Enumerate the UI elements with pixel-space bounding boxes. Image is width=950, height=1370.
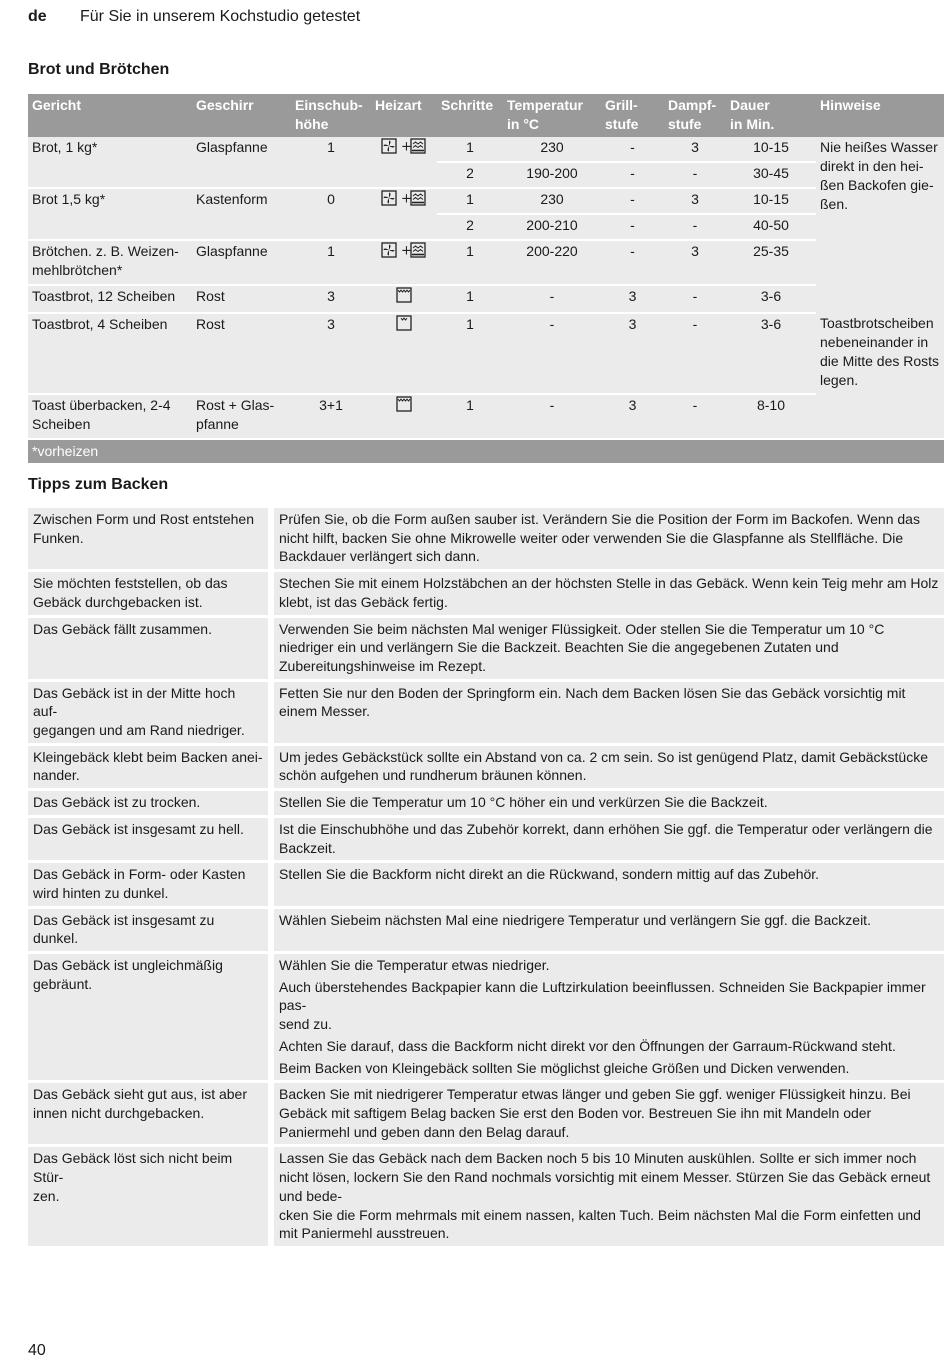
table-row <box>28 285 944 313</box>
tip-solution-text: Lassen Sie das Gebäck nach dem Backen noch 5 bis 10 Minuten auskühlen. Sollte er sich immer noch nicht lösen, lockern Sie den Rand nochmals vorsichtig mit einem Messer. Stürzen Sie das Gebäck erneut und bede- cken Sie die Form mehrmals mit einem nassen, kalten Tuch. Beim nächsten Mal die Form einfetten und mit Paniermehl ausstreuen. <box>279 1150 931 1242</box>
tip-problem: Das Gebäck ist ungleichmäßig gebräunt. <box>28 953 271 1082</box>
header-heizart: Heizart <box>371 94 437 137</box>
svg-text:+: + <box>401 139 412 154</box>
tip-row <box>28 616 944 680</box>
cell-heizart <box>371 137 437 188</box>
cell-geschirr: Rost + Glas- pfanne <box>192 394 291 439</box>
cell-dauer: 3-6 <box>726 313 816 394</box>
table-row <box>28 240 944 285</box>
tip-solution-text: Prüfen Sie, ob die Form außen sauber ist. Verändern Sie die Position der Form im Backofen. Wenn das nicht hilft, backen Sie ohne Mikrowelle weiter oder verwenden Sie die Glaspfanne als Stellfläche. Die Backdauer verlängert sich dann. <box>279 511 920 565</box>
tip-solution-text: Stechen Sie mit einem Holzstäbchen an der höchsten Stelle in das Gebäck. Wenn kein Teig mehr am Holz klebt, ist das Gebäck fertig. <box>279 575 939 610</box>
full-grill-icon <box>396 396 412 417</box>
cell-gericht: Toastbrot, 12 Scheiben <box>28 285 192 313</box>
tip-solution <box>271 1082 944 1146</box>
cell-schritt: 1 <box>437 313 503 394</box>
tip-row <box>28 1082 944 1146</box>
tip-solution-text: Stellen Sie die Backform nicht direkt an die Rückwand, sondern mittig auf das Zubehör. <box>279 866 820 883</box>
cell-dampfstufe: - <box>664 214 726 240</box>
tip-solution <box>271 680 944 744</box>
svg-text:+: + <box>401 243 412 258</box>
cell-schritt: 1 <box>437 188 503 214</box>
tip-solution-text: Backen Sie mit niedrigerer Temperatur etwas länger und geben Sie ggf. weniger Flüssigkeit hinzu. Bei Gebäck mit saftigem Belag backen Sie erst den Boden vor. Bestreuen Sie ihn mit Mandeln oder Paniermehl und geben dann den Belag darauf. <box>279 1086 911 1140</box>
tip-row <box>28 790 944 817</box>
table-row <box>28 188 944 214</box>
cell-schritt: 1 <box>437 137 503 162</box>
cell-dampfstufe: 3 <box>664 240 726 285</box>
header-grillstufe: Grill- stufe <box>601 94 664 137</box>
cell-hinweis: Toastbrotscheiben nebeneinander in die Mitte des Rosts legen. <box>816 313 944 394</box>
cell-gericht: Toast überbacken, 2-4 Scheiben <box>28 394 192 439</box>
cell-schritt: 2 <box>437 214 503 240</box>
chapter-title: Für Sie in unserem Kochstudio getestet <box>80 8 361 25</box>
tip-solution <box>271 907 944 952</box>
cell-dauer: 40-50 <box>726 214 816 240</box>
tip-row <box>28 508 944 571</box>
cell-grillstufe: 3 <box>601 285 664 313</box>
cell-schritt: 1 <box>437 394 503 439</box>
tip-solution-text: Verwenden Sie beim nächsten Mal weniger Flüssigkeit. Oder stellen Sie die Temperatur um 10 °C niedriger ein und verlängern Sie die Backzeit. Beachten Sie die angegebenen Zutaten und Zubereitungshinweise im Rezept. <box>279 620 885 674</box>
cell-dauer: 10-15 <box>726 137 816 162</box>
cell-geschirr: Rost <box>192 313 291 394</box>
table-row <box>28 313 944 394</box>
tip-solution-text: Beim Backen von Kleingebäck sollten Sie möglichst gleiche Größen und Dicken verwenden. <box>279 1059 850 1076</box>
cell-heizart <box>371 188 437 240</box>
baking-table <box>28 94 944 463</box>
section-title-bread: Brot und Brötchen <box>28 61 170 78</box>
language-code: de <box>28 8 47 25</box>
tip-solution-text: Ist die Einschubhöhe und das Zubehör korrekt, dann erhöhen Sie ggf. die Temperatur oder verlängern die Backzeit. <box>279 820 933 856</box>
tip-solution-text: Auch überstehendes Backpapier kann die Luftzirkulation beeinflussen. Schneiden Sie Backpapier immer pas- send zu. <box>279 978 926 1033</box>
cell-dauer: 8-10 <box>726 394 816 439</box>
tip-solution <box>271 862 944 907</box>
cell-dampfstufe: - <box>664 394 726 439</box>
tip-problem: Sie möchten feststellen, ob das Gebäck durchgebacken ist. <box>28 571 271 616</box>
section-title-tips: Tipps zum Backen <box>28 476 169 493</box>
cell-geschirr: Kastenform <box>192 188 291 240</box>
tip-problem: Das Gebäck löst sich nicht beim Stür- zen. <box>28 1146 271 1248</box>
tip-solution-text: Um jedes Gebäckstück sollte ein Abstand von ca. 2 cm sein. So ist genügend Platz, damit Gebäckstücke schön aufgehen und rundherum bräunen können. <box>279 748 929 784</box>
tip-problem: Kleingebäck klebt beim Backen anei- nander. <box>28 744 271 789</box>
tip-problem: Das Gebäck sieht gut aus, ist aber innen nicht durchgebacken. <box>28 1082 271 1146</box>
cell-temperatur: 200-220 <box>503 240 601 285</box>
cell-einschub: 3 <box>291 313 371 394</box>
table-header-row <box>28 94 944 137</box>
tips-table <box>28 508 944 1249</box>
tip-row <box>28 1146 944 1248</box>
cell-geschirr: Glaspfanne <box>192 240 291 285</box>
table-row <box>28 137 944 162</box>
header-dampfstufe: Dampf- stufe <box>664 94 726 137</box>
cell-schritt: 1 <box>437 240 503 285</box>
tip-solution-text: Achten Sie darauf, dass die Backform nicht direkt vor den Öffnungen der Garraum-Rückwand steht. <box>279 1037 896 1054</box>
svg-text:+: + <box>401 191 412 206</box>
cell-dauer: 10-15 <box>726 188 816 214</box>
cell-dauer: 3-6 <box>726 285 816 313</box>
cell-einschub: 1 <box>291 240 371 285</box>
cell-dampfstufe: 3 <box>664 137 726 162</box>
full-grill-icon <box>396 287 412 308</box>
tip-row <box>28 680 944 744</box>
cell-einschub: 3 <box>291 285 371 313</box>
cell-geschirr: Glaspfanne <box>192 137 291 188</box>
header-hinweise: Hinweise <box>816 94 944 137</box>
tip-solution <box>271 816 944 861</box>
tip-row <box>28 744 944 789</box>
tip-solution <box>271 1146 944 1248</box>
page-number: 40 <box>28 1342 46 1359</box>
tip-solution-text: Stellen Sie die Temperatur um 10 °C höher ein und verkürzen Sie die Backzeit. <box>279 794 768 811</box>
cell-einschub: 0 <box>291 188 371 240</box>
header-schritte: Schritte <box>437 94 503 137</box>
cell-gericht: Brötchen. z. B. Weizen- mehlbrötchen* <box>28 240 192 285</box>
tip-solution <box>271 571 944 616</box>
cell-temperatur: 230 <box>503 188 601 214</box>
cell-grillstufe: - <box>601 188 664 214</box>
tip-problem: Das Gebäck ist in der Mitte hoch auf- gegangen und am Rand niedriger. <box>28 680 271 744</box>
cell-heizart <box>371 240 437 285</box>
tip-solution <box>271 790 944 817</box>
small-grill-icon <box>396 315 412 336</box>
footnote-row <box>28 439 944 463</box>
cell-temperatur: 190-200 <box>503 162 601 188</box>
tip-problem: Das Gebäck ist insgesamt zu hell. <box>28 816 271 861</box>
cell-grillstufe: - <box>601 162 664 188</box>
header-geschirr: Geschirr <box>192 94 291 137</box>
header-dauer: Dauer in Min. <box>726 94 816 137</box>
cell-grillstufe: - <box>601 214 664 240</box>
cell-temperatur: - <box>503 394 601 439</box>
cell-hinweis <box>816 394 944 439</box>
tip-solution-text: Wählen Siebeim nächsten Mal eine niedrigere Temperatur und verlängern Sie ggf. die Backzeit. <box>279 911 871 928</box>
tip-solution <box>271 508 944 571</box>
cell-dampfstufe: - <box>664 285 726 313</box>
cell-heizart <box>371 313 437 394</box>
tip-solution <box>271 616 944 680</box>
tip-solution-text: Fetten Sie nur den Boden der Springform ein. Nach dem Backen lösen Sie das Gebäck vorsichtig mit einem Messer. <box>279 684 906 720</box>
cell-geschirr: Rost <box>192 285 291 313</box>
header-einschub: Einschub- höhe <box>291 94 371 137</box>
tip-solution <box>271 744 944 789</box>
tip-row <box>28 571 944 616</box>
fan-plus-bottom-heat-icon <box>381 138 427 159</box>
tip-row <box>28 862 944 907</box>
fan-plus-bottom-heat-icon <box>381 242 427 263</box>
cell-gericht: Brot 1,5 kg* <box>28 188 192 240</box>
cell-grillstufe: 3 <box>601 313 664 394</box>
table-row <box>28 394 944 439</box>
tip-problem: Zwischen Form und Rost entstehen Funken. <box>28 508 271 571</box>
tip-row <box>28 953 944 1082</box>
cell-dampfstufe: 3 <box>664 188 726 214</box>
tip-problem: Das Gebäck fällt zusammen. <box>28 616 271 680</box>
cell-gericht: Toastbrot, 4 Scheiben <box>28 313 192 394</box>
cell-schritt: 2 <box>437 162 503 188</box>
header-temperatur: Temperatur in °C <box>503 94 601 137</box>
cell-grillstufe: - <box>601 137 664 162</box>
cell-heizart <box>371 285 437 313</box>
cell-dampfstufe: - <box>664 162 726 188</box>
cell-dampfstufe: - <box>664 313 726 394</box>
footnote: *vorheizen <box>28 439 944 463</box>
cell-einschub: 1 <box>291 137 371 188</box>
tip-problem: Das Gebäck ist zu trocken. <box>28 790 271 817</box>
cell-heizart <box>371 394 437 439</box>
cell-temperatur: - <box>503 313 601 394</box>
cell-grillstufe: 3 <box>601 394 664 439</box>
tip-problem: Das Gebäck in Form- oder Kasten wird hinten zu dunkel. <box>28 862 271 907</box>
tip-row <box>28 907 944 952</box>
fan-plus-bottom-heat-icon <box>381 190 427 211</box>
tip-problem: Das Gebäck ist insgesamt zu dunkel. <box>28 907 271 952</box>
cell-temperatur: 230 <box>503 137 601 162</box>
page-header <box>28 8 360 26</box>
tip-solution <box>271 953 944 1082</box>
tip-row <box>28 816 944 861</box>
header-gericht: Gericht <box>28 94 192 137</box>
cell-temperatur: - <box>503 285 601 313</box>
tip-solution-text: Wählen Sie die Temperatur etwas niedriger. <box>279 957 550 974</box>
cell-gericht: Brot, 1 kg* <box>28 137 192 188</box>
cell-dauer: 30-45 <box>726 162 816 188</box>
cell-schritt: 1 <box>437 285 503 313</box>
cell-einschub: 3+1 <box>291 394 371 439</box>
cell-grillstufe: - <box>601 240 664 285</box>
cell-dauer: 25-35 <box>726 240 816 285</box>
cell-temperatur: 200-210 <box>503 214 601 240</box>
cell-hinweis: Nie heißes Wasser direkt in den hei- ßen Backofen gie- ßen. <box>816 137 944 313</box>
